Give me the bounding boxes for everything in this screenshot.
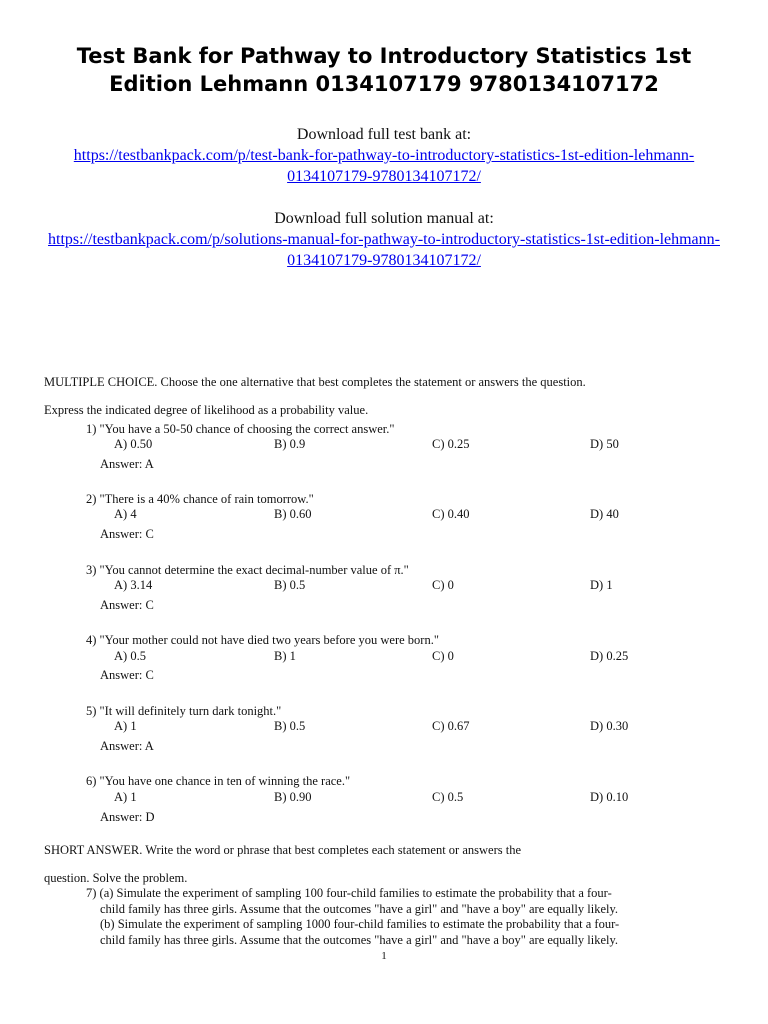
test-bank-download-label: Download full test bank at: bbox=[296, 126, 472, 143]
question-7-line2: child family has three girls. Assume that the outcomes "have a girl" and "have a boy" are equally likely. bbox=[100, 901, 619, 916]
option-d: D) 0.30 bbox=[590, 719, 629, 733]
question-7-line1: 7) (a) Simulate the experiment of sampling 100 four-child families to estimate the probability that a four- bbox=[86, 886, 612, 900]
option-d: D) 1 bbox=[590, 578, 613, 592]
option-d: D) 0.10 bbox=[590, 790, 629, 804]
question-3-options bbox=[114, 578, 674, 594]
option-a: A) 0.5 bbox=[114, 649, 146, 663]
question-1-answer: Answer: A bbox=[100, 457, 154, 471]
question-5: 5) "It will definitely turn dark tonight." bbox=[86, 704, 282, 718]
option-c: C) 0.5 bbox=[432, 790, 464, 804]
option-b: B) 0.60 bbox=[274, 507, 312, 521]
solution-manual-download-label: Download full solution manual at: bbox=[274, 210, 494, 227]
solution-manual-link[interactable]: https://testbankpack.com/p/solutions-manual-for-pathway-to-introductory-statistics-1st-edition-lehmann-0134107179-9780134107172/ bbox=[48, 231, 720, 269]
option-a: A) 1 bbox=[114, 719, 137, 733]
question-7 bbox=[86, 886, 696, 948]
page-number: 1 bbox=[381, 950, 387, 962]
short-answer-header-line1: SHORT ANSWER. Write the word or phrase that best completes each statement or answers the bbox=[44, 843, 521, 857]
test-bank-link[interactable]: https://testbankpack.com/p/test-bank-for-pathway-to-introductory-statistics-1st-edition-lehmann-0134107179-9780134107172/ bbox=[73, 147, 695, 185]
option-b: B) 0.5 bbox=[274, 578, 306, 592]
option-c: C) 0.67 bbox=[432, 719, 470, 733]
option-b: B) 0.5 bbox=[274, 719, 306, 733]
option-d: D) 40 bbox=[590, 507, 619, 521]
question-6: 6) "You have one chance in ten of winning the race." bbox=[86, 774, 351, 788]
question-6-options bbox=[114, 790, 674, 806]
multiple-choice-header: MULTIPLE CHOICE. Choose the one alternative that best completes the statement or answers the question. bbox=[44, 375, 586, 389]
question-1-options bbox=[114, 437, 674, 453]
short-answer-header bbox=[44, 842, 694, 886]
question-2: 2) "There is a 40% chance of rain tomorrow." bbox=[86, 492, 314, 506]
option-d: D) 50 bbox=[590, 437, 619, 451]
question-3: 3) "You cannot determine the exact decimal-number value of π." bbox=[86, 563, 409, 577]
question-5-answer: Answer: A bbox=[100, 739, 154, 753]
question-2-options bbox=[114, 507, 674, 523]
option-a: A) 0.50 bbox=[114, 437, 153, 451]
option-c: C) 0 bbox=[432, 578, 454, 592]
option-b: B) 0.90 bbox=[274, 790, 312, 804]
question-5-options bbox=[114, 719, 674, 735]
multiple-choice-instructions: Express the indicated degree of likelihood as a probability value. bbox=[44, 403, 369, 417]
question-4-options bbox=[114, 649, 674, 665]
question-6-answer: Answer: D bbox=[100, 810, 155, 824]
option-c: C) 0 bbox=[432, 649, 454, 663]
option-b: B) 1 bbox=[274, 649, 296, 663]
question-4: 4) "Your mother could not have died two years before you were born." bbox=[86, 633, 439, 647]
question-2-answer: Answer: C bbox=[100, 527, 154, 541]
option-a: A) 1 bbox=[114, 790, 137, 804]
option-c: C) 0.40 bbox=[432, 507, 470, 521]
question-3-answer: Answer: C bbox=[100, 598, 154, 612]
short-answer-header-line2: question. Solve the problem. bbox=[44, 871, 188, 885]
option-d: D) 0.25 bbox=[590, 649, 629, 663]
option-a: A) 3.14 bbox=[114, 578, 153, 592]
test-bank-download bbox=[40, 124, 728, 187]
document-title: Test Bank for Pathway to Introductory Statistics 1st Edition Lehmann 0134107179 9780134107172 bbox=[76, 44, 692, 96]
question-7-line4: child family has three girls. Assume that the outcomes "have a girl" and "have a boy" are equally likely. bbox=[100, 932, 619, 947]
solution-manual-download bbox=[40, 208, 728, 271]
option-a: A) 4 bbox=[114, 507, 137, 521]
question-1: 1) "You have a 50-50 chance of choosing the correct answer." bbox=[86, 422, 395, 436]
option-b: B) 0.9 bbox=[274, 437, 306, 451]
option-c: C) 0.25 bbox=[432, 437, 470, 451]
question-4-answer: Answer: C bbox=[100, 668, 154, 682]
question-7-line3: (b) Simulate the experiment of sampling 1000 four-child families to estimate the probability that a four- bbox=[100, 917, 620, 931]
